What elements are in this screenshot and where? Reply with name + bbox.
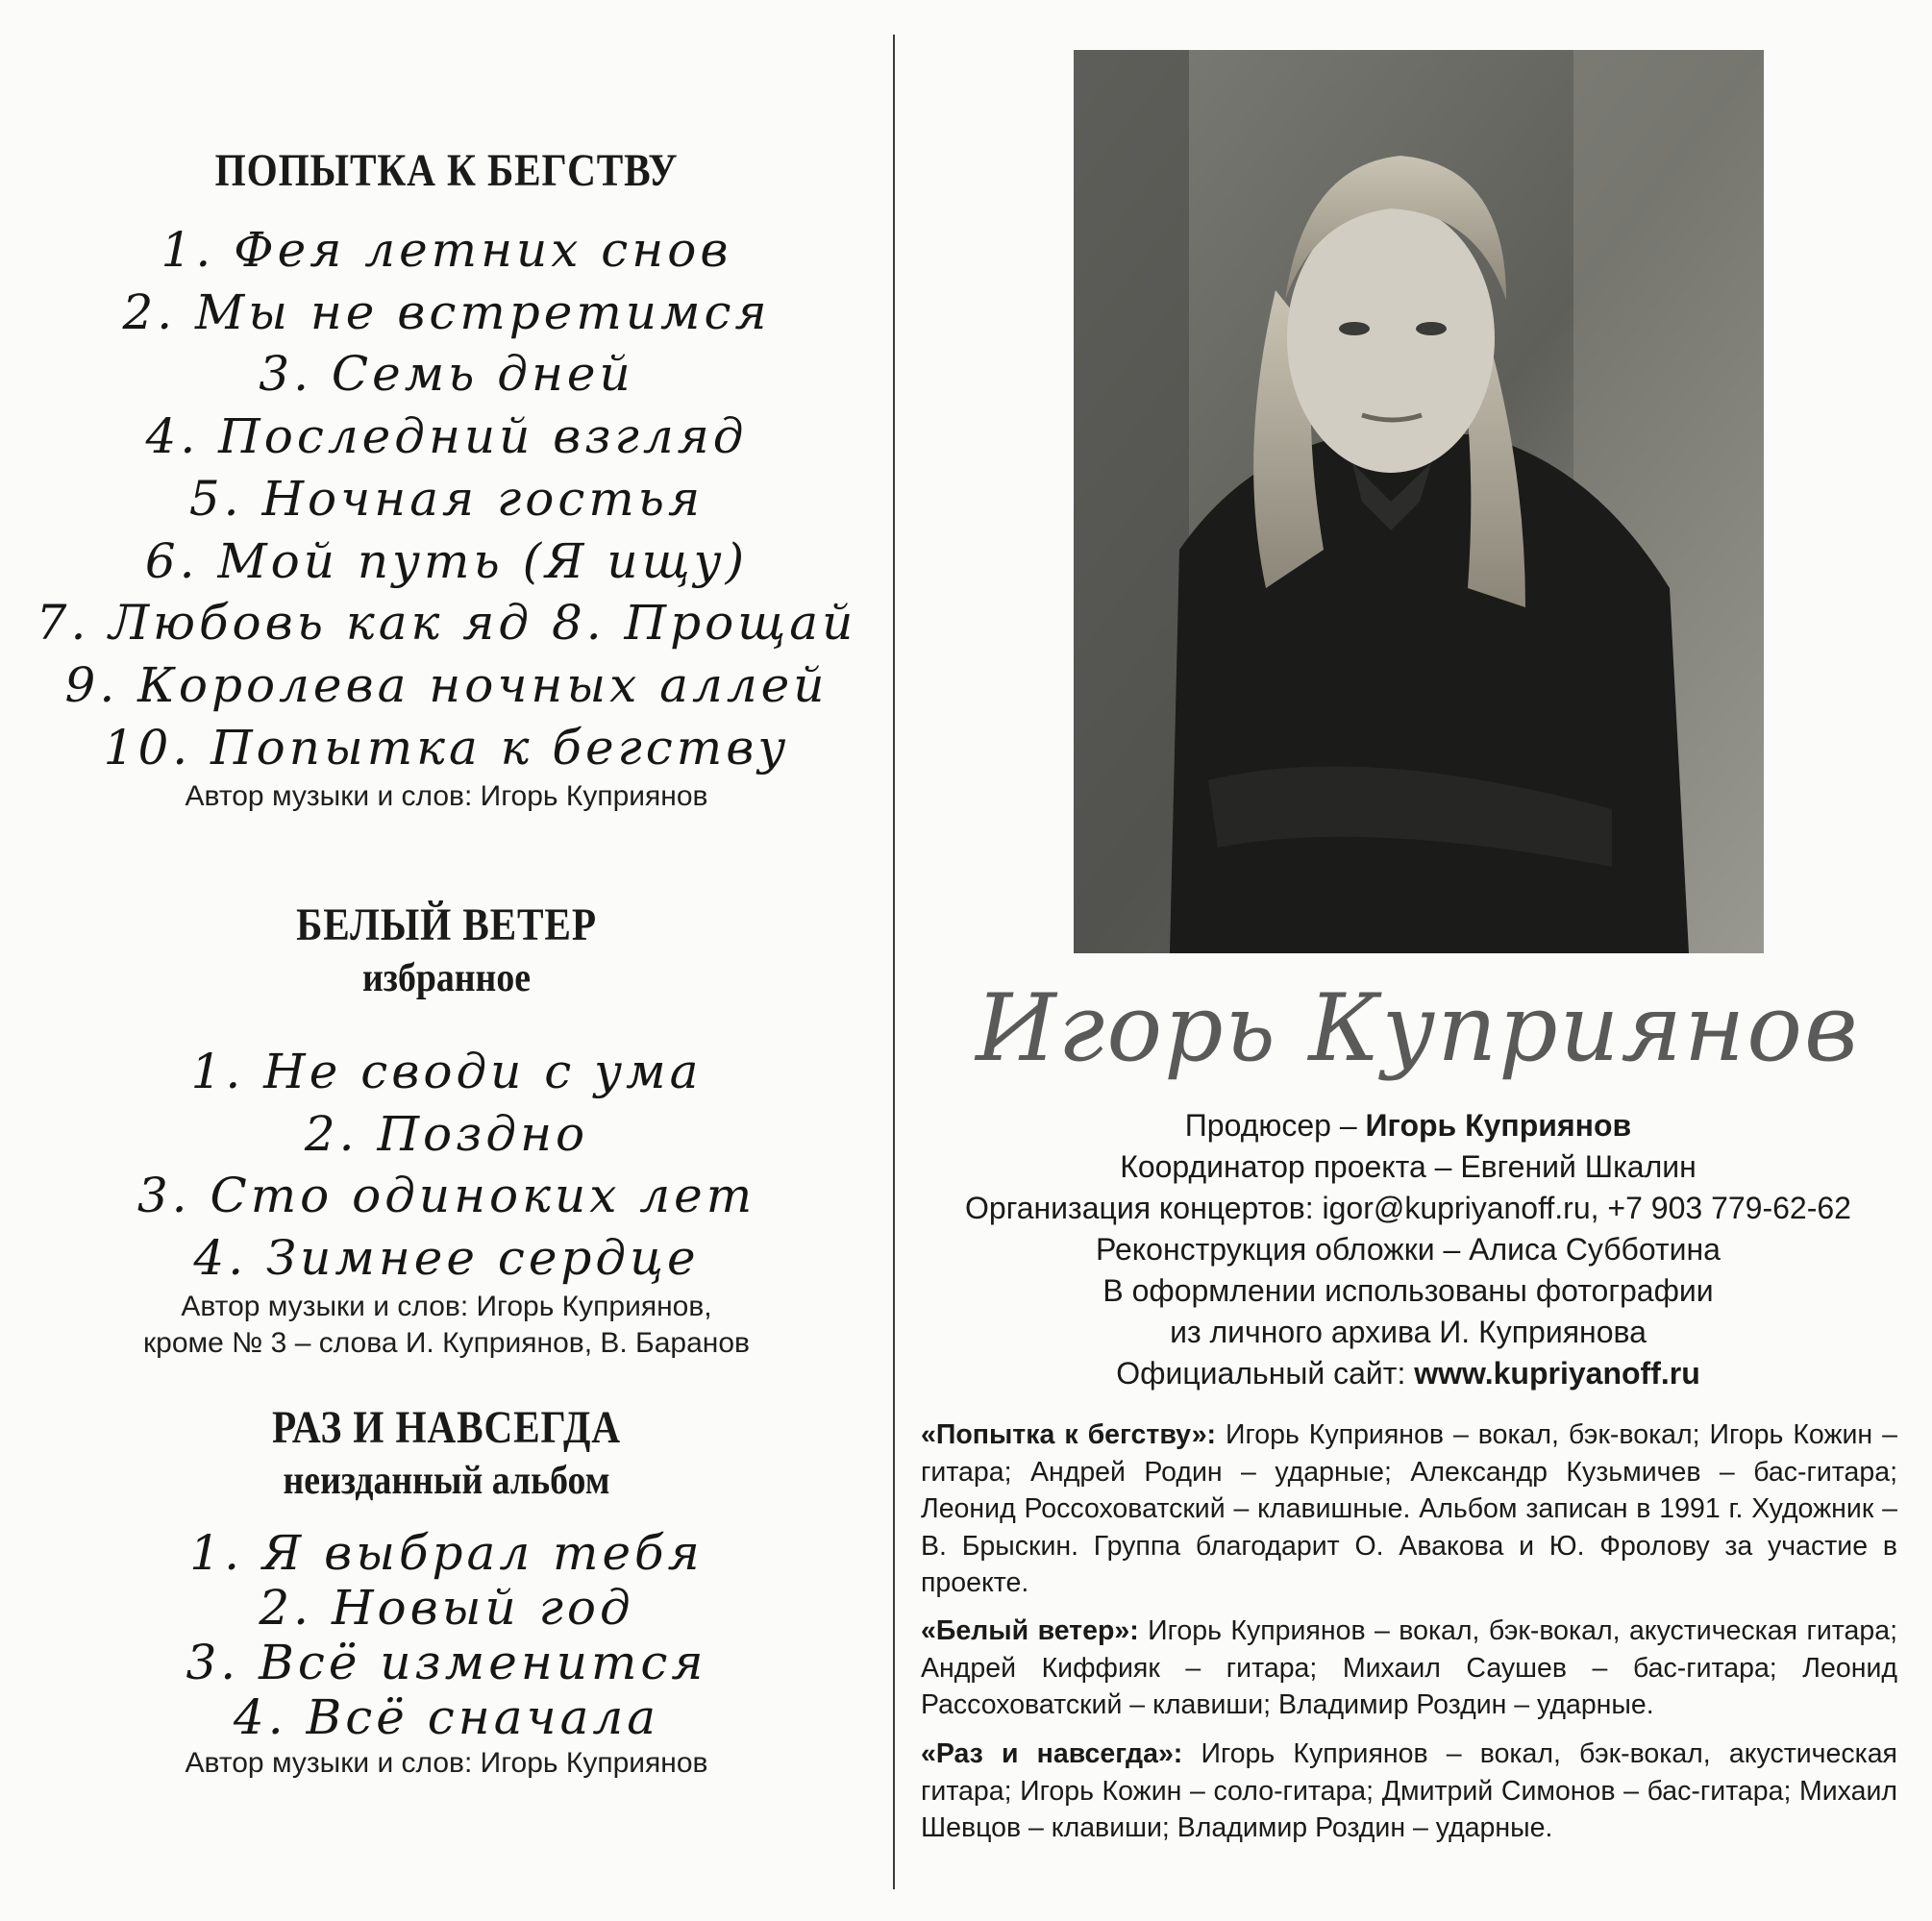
track-item: 1. Не своди с ума xyxy=(190,1044,703,1099)
album-subtitle: избранное xyxy=(361,956,532,1000)
album-title: РАЗ И НАВСЕГДА xyxy=(272,1402,621,1453)
track-item: 4. Зимнее сердце xyxy=(193,1229,700,1286)
musicians-credits xyxy=(921,1736,1897,1847)
track-item: 2. Мы не встретимся xyxy=(122,283,771,340)
production-info xyxy=(913,1105,1903,1394)
album-name: «Раз и навсегда»: xyxy=(921,1738,1183,1769)
producer-label: Продюсер – xyxy=(1184,1108,1366,1143)
column-divider xyxy=(893,35,895,1889)
track-item: 1. Я выбрал тебя xyxy=(189,1525,704,1581)
tracklist-column xyxy=(0,0,893,1921)
track-list xyxy=(0,219,893,778)
track-item: 1. Фея летних снов xyxy=(161,222,732,278)
photos-line: В оформлении использованы фотографии xyxy=(1102,1273,1714,1308)
track-list xyxy=(0,1526,893,1745)
concerts-line: Организация концертов: igor@kupriyanoff.ru, +7 903 779-62-62 xyxy=(965,1191,1851,1225)
musicians-text: Игорь Куприянов – вокал, бэк-вокал, акустическая гитара; Игорь Кожин – соло-гитара; Дмитрий Симонов – бас-гитара; Михаил Шевцов – клавиши; Владимир Роздин – ударные. xyxy=(921,1738,1897,1843)
author-credit: Автор музыки и слов: Игорь Куприянов xyxy=(185,780,708,813)
musicians-credits xyxy=(921,1613,1897,1724)
musicians-text: Игорь Куприянов – вокал, бэк-вокал; Игорь Кожин – гитара; Андрей Родин – ударные; Александр Кузьмичев – бас-гитара; Леонид Россоховатский – клавишные. Альбом записан в 1991 г. Художник – В. Брыскин. Группа благодарит О. Авакова и Ю. Фролову за участие в проекте. xyxy=(921,1419,1897,1598)
album-popytka-k-begstvu xyxy=(0,144,893,815)
coordinator-line: Координатор проекта – Евгений Шкалин xyxy=(1120,1149,1697,1184)
producer-name: Игорь Куприянов xyxy=(1365,1108,1632,1143)
album-name: «Белый ветер»: xyxy=(921,1615,1139,1646)
album-name: «Попытка к бегству»: xyxy=(921,1419,1217,1450)
track-item: 2. Новый год xyxy=(259,1580,634,1636)
track-item: 7. Любовь как яд 8. Прощай xyxy=(36,595,857,652)
track-item: 4. Всё сначала xyxy=(233,1689,660,1745)
track-item: 3. Сто одиноких лет xyxy=(136,1168,756,1224)
album-title: ПОПЫТКА К БЕГСТВУ xyxy=(214,145,679,196)
track-item: 9. Королева ночных аллей xyxy=(64,656,829,713)
track-item: 6. Мой путь (Я ищу) xyxy=(144,532,749,589)
author-credit: кроме № 3 – слова И. Куприянов, В. Баранов xyxy=(143,1327,750,1360)
track-item: 10. Попытка к бегству xyxy=(103,719,790,776)
album-subtitle: неизданный альбом xyxy=(283,1459,610,1503)
album-belyi-veter xyxy=(0,899,893,1362)
track-item: 3. Семь дней xyxy=(259,346,634,403)
artist-signature: Игорь Куприянов xyxy=(976,974,1860,1082)
site-link[interactable]: www.kupriyanoff.ru xyxy=(1414,1356,1700,1391)
track-item: 4. Последний взгляд xyxy=(145,408,748,465)
track-list xyxy=(0,1041,893,1289)
site-line xyxy=(913,1353,1903,1394)
musicians-text: Игорь Куприянов – вокал, бэк-вокал, акустическая гитара; Андрей Киффияк – гитара; Михаил Саушев – бас-гитара; Леонид Рассоховатский – клавиши; Владимир Роздин – ударные. xyxy=(921,1615,1897,1720)
artist-photo xyxy=(1074,50,1764,953)
author-credit: Автор музыки и слов: Игорь Куприянов xyxy=(185,1747,708,1779)
album-title: БЕЛЫЙ ВЕТЕР xyxy=(296,899,597,950)
photos-line: из личного архива И. Куприянова xyxy=(1170,1315,1647,1349)
producer-line xyxy=(913,1105,1903,1146)
track-item: 2. Поздно xyxy=(304,1105,589,1162)
cover-line: Реконструкция обложки – Алиса Субботина xyxy=(1096,1232,1721,1267)
album-raz-i-navsegda xyxy=(0,1401,893,1782)
author-credit: Автор музыки и слов: Игорь Куприянов, xyxy=(181,1291,712,1323)
site-label: Официальный сайт: xyxy=(1116,1356,1415,1391)
track-item: 3. Всё изменится xyxy=(186,1635,707,1690)
portrait-illustration xyxy=(1074,50,1764,953)
track-item: 5. Ночная гостья xyxy=(188,470,705,527)
musicians-credits xyxy=(921,1416,1897,1602)
